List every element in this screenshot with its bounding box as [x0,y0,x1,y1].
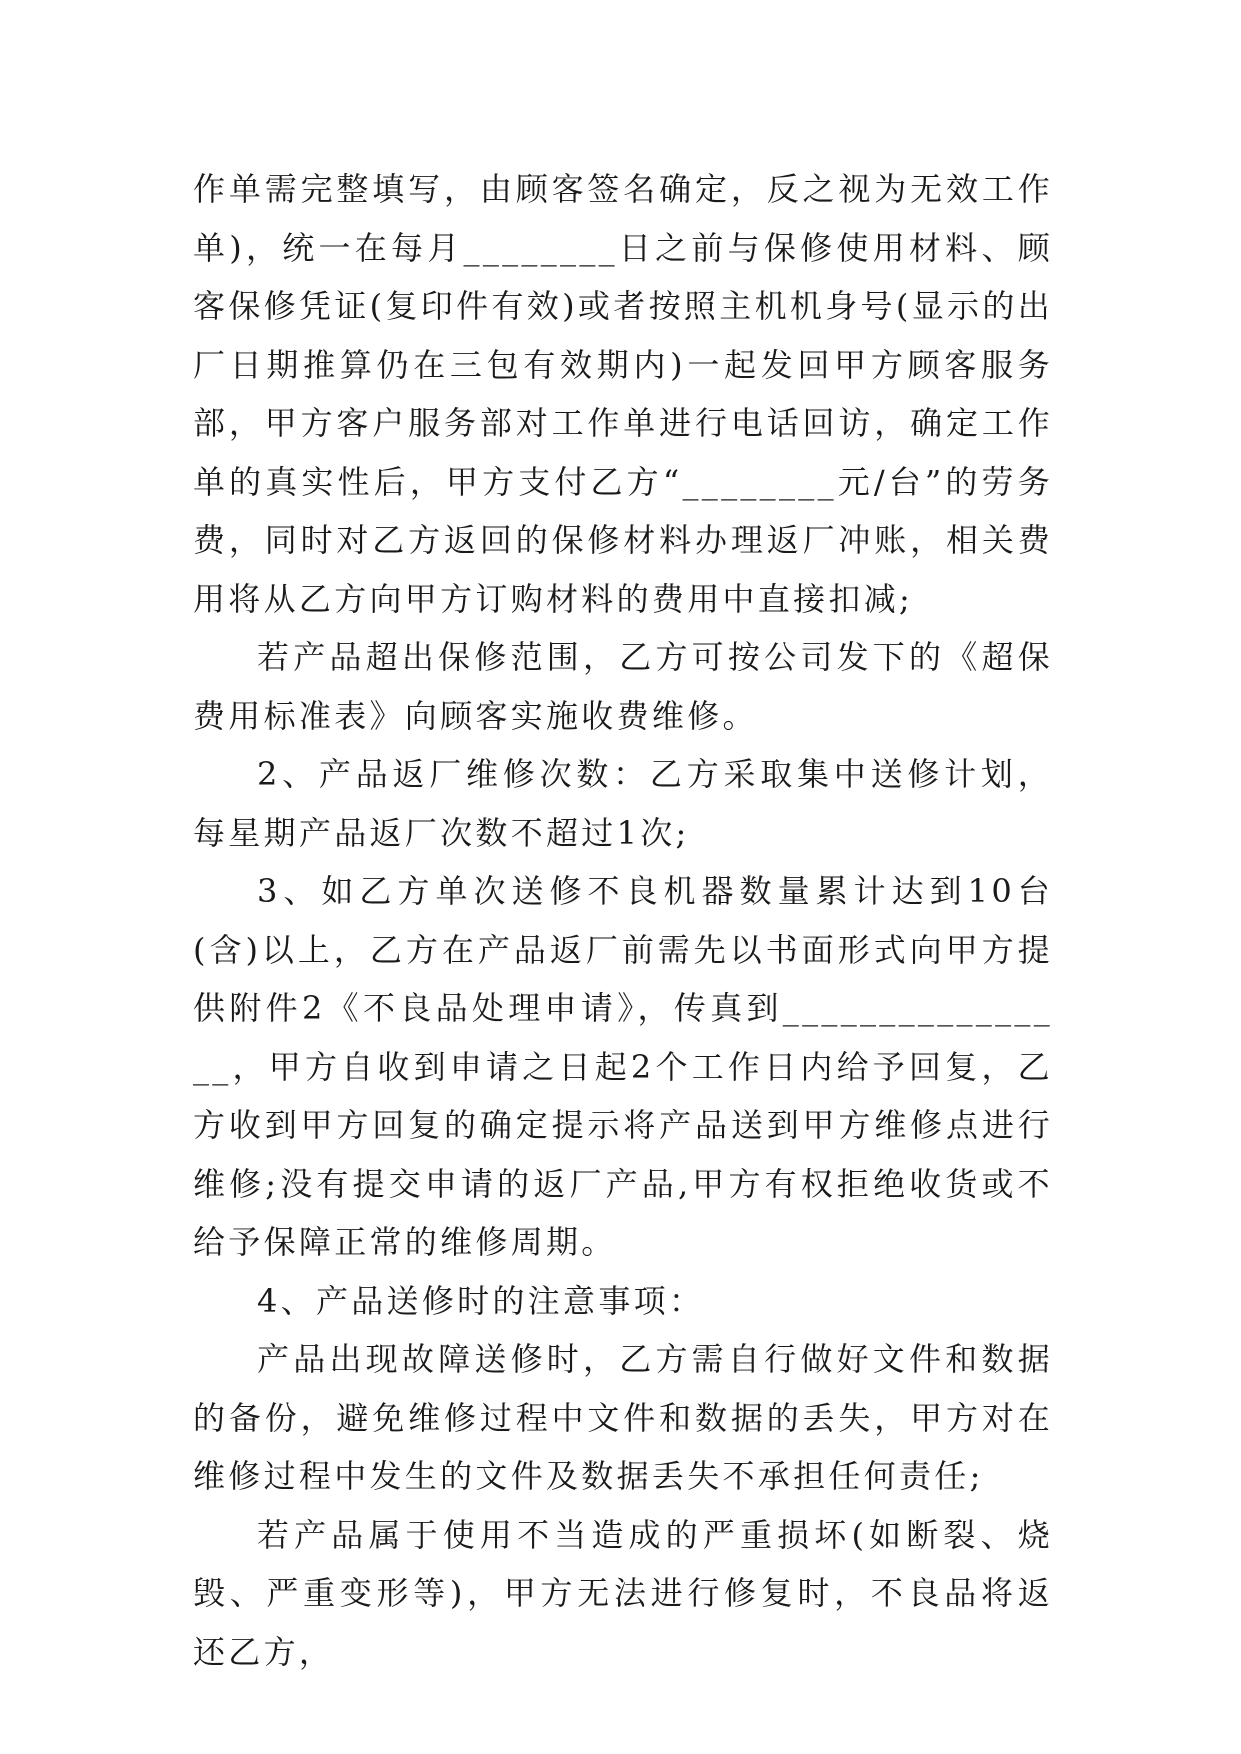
paragraph-out-of-warranty: 若产品超出保修范围，乙方可按公司发下的《超保费用标准表》向顾客实施收费维修。 [193,638,1053,735]
paragraph-bulk-return-application: 3、如乙方单次送修不良机器数量累计达到10台(含)以上，乙方在产品返厂前需先以书面形式向甲方提供附件2《不良品处理申请》，传真到________________，甲方自收到申请之日起2个工作日内给予回复，乙方收到甲方回复的确定提示将产品送到甲方维修点进行维修;没有提交申请的返厂产品,甲方有权拒绝收货或不给予保障正常的维修周期。 [193,872,1053,1261]
document-body [193,160,1053,1681]
paragraph-notes-heading: 4、产品送修时的注意事项： [257,1281,705,1320]
paragraph-work-order-return: 作单需完整填写，由顾客签名确定，反之视为无效工作单)，统一在每月________日之前与保修使用材料、顾客保修凭证(复印件有效)或者按照主机机身号(显示的出厂日期推算仍在三包有效期内)一起发回甲方顾客服务部，甲方客户服务部对工作单进行电话回访，确定工作单的真实性后，甲方支付乙方“________元/台”的劳务费，同时对乙方返回的保修材料办理返厂冲账，相关费用将从乙方向甲方订购材料的费用中直接扣减; [193,170,1053,618]
paragraph-data-backup: 产品出现故障送修时，乙方需自行做好文件和数据的备份，避免维修过程中文件和数据的丢失，甲方对在维修过程中发生的文件及数据丢失不承担任何责任; [193,1340,1053,1495]
paragraph-severe-damage: 若产品属于使用不当造成的严重损坏(如断裂、烧毁、严重变形等)，甲方无法进行修复时，不良品将返还乙方， [193,1515,1053,1671]
paragraph-return-frequency: 2、产品返厂维修次数：乙方采取集中送修计划，每星期产品返厂次数不超过1次; [193,755,1053,852]
